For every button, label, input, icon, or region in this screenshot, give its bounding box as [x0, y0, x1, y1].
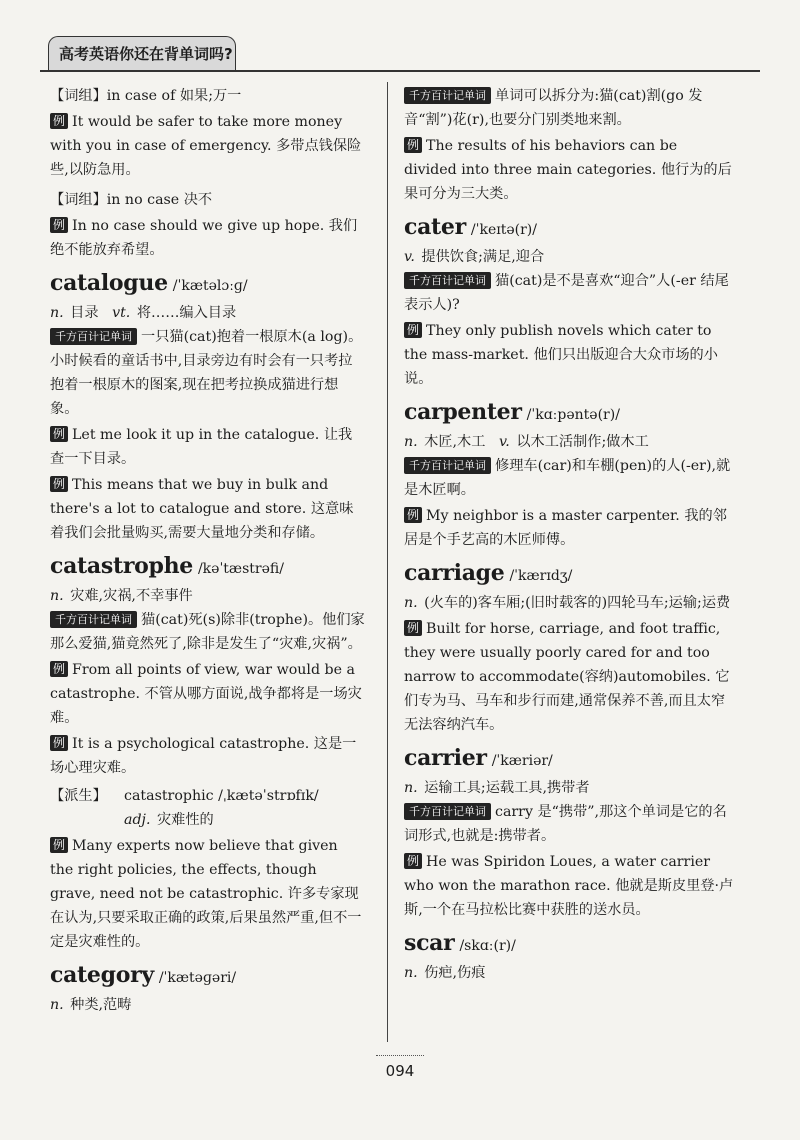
part-of-speech: n.	[404, 780, 418, 796]
memory-text: carry 是“携带”,那这个单词是它的名词形式,也就是:携带者。	[404, 804, 727, 844]
part-of-speech: n.	[50, 305, 64, 321]
definition	[404, 591, 734, 615]
headword-text: scar	[404, 930, 455, 956]
example-en: It is a psychological catastrophe.	[72, 736, 310, 752]
definition-text: 以木工活制作;做木工	[516, 434, 649, 450]
phrase-in-no-case: 【词组】in no case 决不	[50, 192, 213, 208]
book-title-tab: 高考英语你还在背单词吗?	[48, 36, 236, 70]
memory-tip	[50, 325, 365, 421]
part-of-speech: n.	[404, 965, 418, 981]
definition	[50, 584, 365, 608]
phonetic: /ˈkærɪdʒ/	[509, 568, 573, 584]
memory-tip	[404, 800, 734, 848]
headword	[50, 551, 365, 584]
definition	[404, 776, 734, 800]
example-zh: 这意味着我们会批量购买,需要大量地分类和存储。	[50, 501, 354, 541]
example-zh: 他就是斯皮里登·卢斯,一个在马拉松比赛中获胜的送水员。	[404, 878, 734, 918]
example-tag: 例	[404, 137, 422, 153]
example-zh: 许多专家现在认为,只要采取正确的政策,后果虽然严重,但不一定是灾难性的。	[50, 886, 362, 950]
part-of-speech: n.	[50, 588, 64, 604]
definition-text: 灾难,灾祸,不幸事件	[70, 588, 193, 604]
example	[50, 473, 365, 545]
memory-text: 修理车(car)和车棚(pen)的人(-er),就是木匠啊。	[404, 458, 731, 498]
header-rule	[40, 70, 760, 72]
phonetic: /skɑː(r)/	[459, 938, 516, 954]
memory-tip	[404, 269, 734, 317]
definition-text: 种类,范畴	[70, 997, 132, 1013]
memory-tag: 千方百计记单词	[404, 803, 491, 820]
example-zh: 不管从哪方面说,战争都将是一场灾难。	[50, 686, 362, 726]
derivative	[50, 784, 365, 832]
part-of-speech: n.	[404, 595, 418, 611]
part-of-speech: n.	[50, 997, 64, 1013]
derivative-definition	[50, 808, 365, 832]
phonetic: /ˈkætəɡəri/	[158, 970, 237, 986]
example	[404, 850, 734, 922]
example	[50, 732, 365, 780]
part-of-speech: v.	[498, 434, 510, 450]
headword-text: cater	[404, 214, 466, 240]
headword	[50, 960, 365, 993]
memory-tag: 千方百计记单词	[404, 272, 491, 289]
example-en: My neighbor is a master carpenter.	[426, 508, 680, 524]
entry-cater	[404, 212, 734, 391]
derivative-word: catastrophic /ˌkætəˈstrɒfɪk/	[124, 788, 319, 804]
example	[404, 319, 734, 391]
headword-text: category	[50, 962, 154, 988]
example-en: In no case should we give up hope.	[72, 218, 325, 234]
left-column	[50, 84, 365, 1017]
headword-text: carrier	[404, 745, 487, 771]
example-tag: 例	[50, 661, 68, 677]
phrase-in-case-of: 【词组】in case of 如果;万一	[50, 88, 242, 104]
example-en: Let me look it up in the catalogue.	[72, 427, 320, 443]
example-tag: 例	[50, 735, 68, 751]
memory-tag: 千方百计记单词	[50, 611, 137, 628]
entry-catastrophe	[50, 551, 365, 954]
memory-text: 猫(cat)是不是喜欢“迎合”人(-er 结尾表示人)?	[404, 273, 729, 313]
definition-text: 提供饮食;满足,迎合	[421, 249, 545, 265]
example-in-case-of	[50, 110, 365, 182]
phonetic: /ˈkɑːpəntə(r)/	[526, 407, 620, 423]
example-zh: 他行为的后果可分为三大类。	[404, 162, 732, 202]
example-en: From all points of view, war would be a catastrophe.	[50, 662, 356, 702]
example	[404, 504, 734, 552]
example-en: Built for horse, carriage, and foot traffic, they were usually poorly cared for and too narrow to accommodate(容纳)automobiles.	[404, 621, 721, 685]
example-en: This means that we buy in bulk and there's a lot to catalogue and store.	[50, 477, 329, 517]
definition	[50, 301, 365, 325]
entry-carrier	[404, 743, 734, 922]
example-zh: 我们绝不能放弃希望。	[50, 218, 358, 258]
example	[50, 658, 365, 730]
definition	[404, 430, 734, 454]
memory-tip	[404, 84, 734, 132]
memory-tip	[50, 608, 365, 656]
entry-category	[50, 960, 365, 1017]
phonetic: /ˈkæriər/	[491, 753, 553, 769]
headword-text: carriage	[404, 560, 505, 586]
example-tag: 例	[404, 620, 422, 636]
definition-text: 灾难性的	[156, 812, 214, 828]
example-tag: 例	[50, 426, 68, 442]
headword	[404, 743, 734, 776]
entry-catalogue	[50, 268, 365, 545]
example-en: It would be safer to take more money with you in case of emergency.	[50, 114, 343, 154]
entry-scar	[404, 928, 734, 985]
part-of-speech: n.	[404, 434, 418, 450]
example	[50, 834, 365, 954]
definition-text: 运输工具;运载工具,携带者	[424, 780, 590, 796]
example-in-no-case	[50, 214, 365, 262]
definition-text: 伤疤,伤痕	[424, 965, 486, 981]
memory-tag: 千方百计记单词	[50, 328, 137, 345]
example	[50, 423, 365, 471]
example-tag: 例	[50, 476, 68, 492]
memory-tag: 千方百计记单词	[404, 457, 491, 474]
example-zh: 它们专为马、马车和步行而建,通常保养不善,而且太窄无法容纳汽车。	[404, 669, 730, 733]
derivative-label: 【派生】	[50, 788, 107, 804]
definition	[50, 993, 365, 1017]
headword	[404, 212, 734, 245]
example	[404, 617, 734, 737]
example-tag: 例	[50, 113, 68, 129]
example-zh: 这是一场心理灾难。	[50, 736, 357, 776]
entry-carpenter	[404, 397, 734, 552]
entry-carriage	[404, 558, 734, 737]
headword	[404, 558, 734, 591]
phonetic: /ˈkeɪtə(r)/	[470, 222, 537, 238]
memory-text: 猫(cat)死(s)除非(trophe)。他们家那么爱猫,猫竟然死了,除非是发生了“灾难,灾祸”。	[50, 612, 365, 652]
example-zh: 多带点钱保险些,以防急用。	[50, 138, 362, 178]
example-zh: 我的邻居是个手艺高的木匠师傅。	[404, 508, 727, 548]
part-of-speech: vt.	[112, 305, 131, 321]
derivative-line	[50, 784, 365, 808]
definition	[404, 245, 734, 269]
definition-text: 目录	[70, 305, 99, 321]
example-en: The results of his behaviors can be divided into three main categories.	[404, 138, 678, 178]
definition-text: (火车的)客车厢;(旧时载客的)四轮马车;运输;运费	[424, 595, 731, 611]
example-en: He was Spiridon Loues, a water carrier who won the marathon race.	[404, 854, 711, 894]
headword	[404, 397, 734, 430]
example-tag: 例	[404, 507, 422, 523]
headword-text: catalogue	[50, 270, 168, 296]
headword	[404, 928, 734, 961]
column-divider	[387, 82, 388, 1042]
example-en: Many experts now believe that given the right policies, the effects, though grave, need not be catastrophic.	[50, 838, 338, 902]
part-of-speech: v.	[404, 249, 415, 265]
example-zh: 让我查一下目录。	[50, 427, 353, 467]
headword-text: carpenter	[404, 399, 522, 425]
memory-text: 单词可以拆分为:猫(cat)割(go 发音“割”)花(r),也要分门别类地来割。	[404, 88, 703, 128]
definition	[404, 961, 734, 985]
headword	[50, 268, 365, 301]
phonetic: /kəˈtæstrəfi/	[197, 561, 284, 577]
part-of-speech: adj.	[124, 812, 151, 828]
example-en: They only publish novels which cater to the mass-market.	[404, 323, 712, 363]
example-tag: 例	[404, 853, 422, 869]
definition-text: 将……编入目录	[136, 305, 237, 321]
example-tag: 例	[50, 217, 68, 233]
memory-tip	[404, 454, 734, 502]
example-tag: 例	[404, 322, 422, 338]
memory-tag: 千方百计记单词	[404, 87, 491, 104]
headword-text: catastrophe	[50, 553, 193, 579]
example-tag: 例	[50, 837, 68, 853]
example	[404, 134, 734, 206]
example-zh: 他们只出版迎合大众市场的小说。	[404, 347, 718, 387]
page-number: 094	[370, 1058, 430, 1084]
phonetic: /ˈkætəlɔːɡ/	[172, 278, 248, 294]
definition-text: 木匠,木工	[424, 434, 486, 450]
memory-text: 一只猫(cat)抱着一根原木(a log)。小时候看的童话书中,目录旁边有时会有一只考拉抱着一根原木的图案,现在把考拉换成猫进行想象。	[50, 329, 363, 417]
right-column	[404, 84, 734, 985]
